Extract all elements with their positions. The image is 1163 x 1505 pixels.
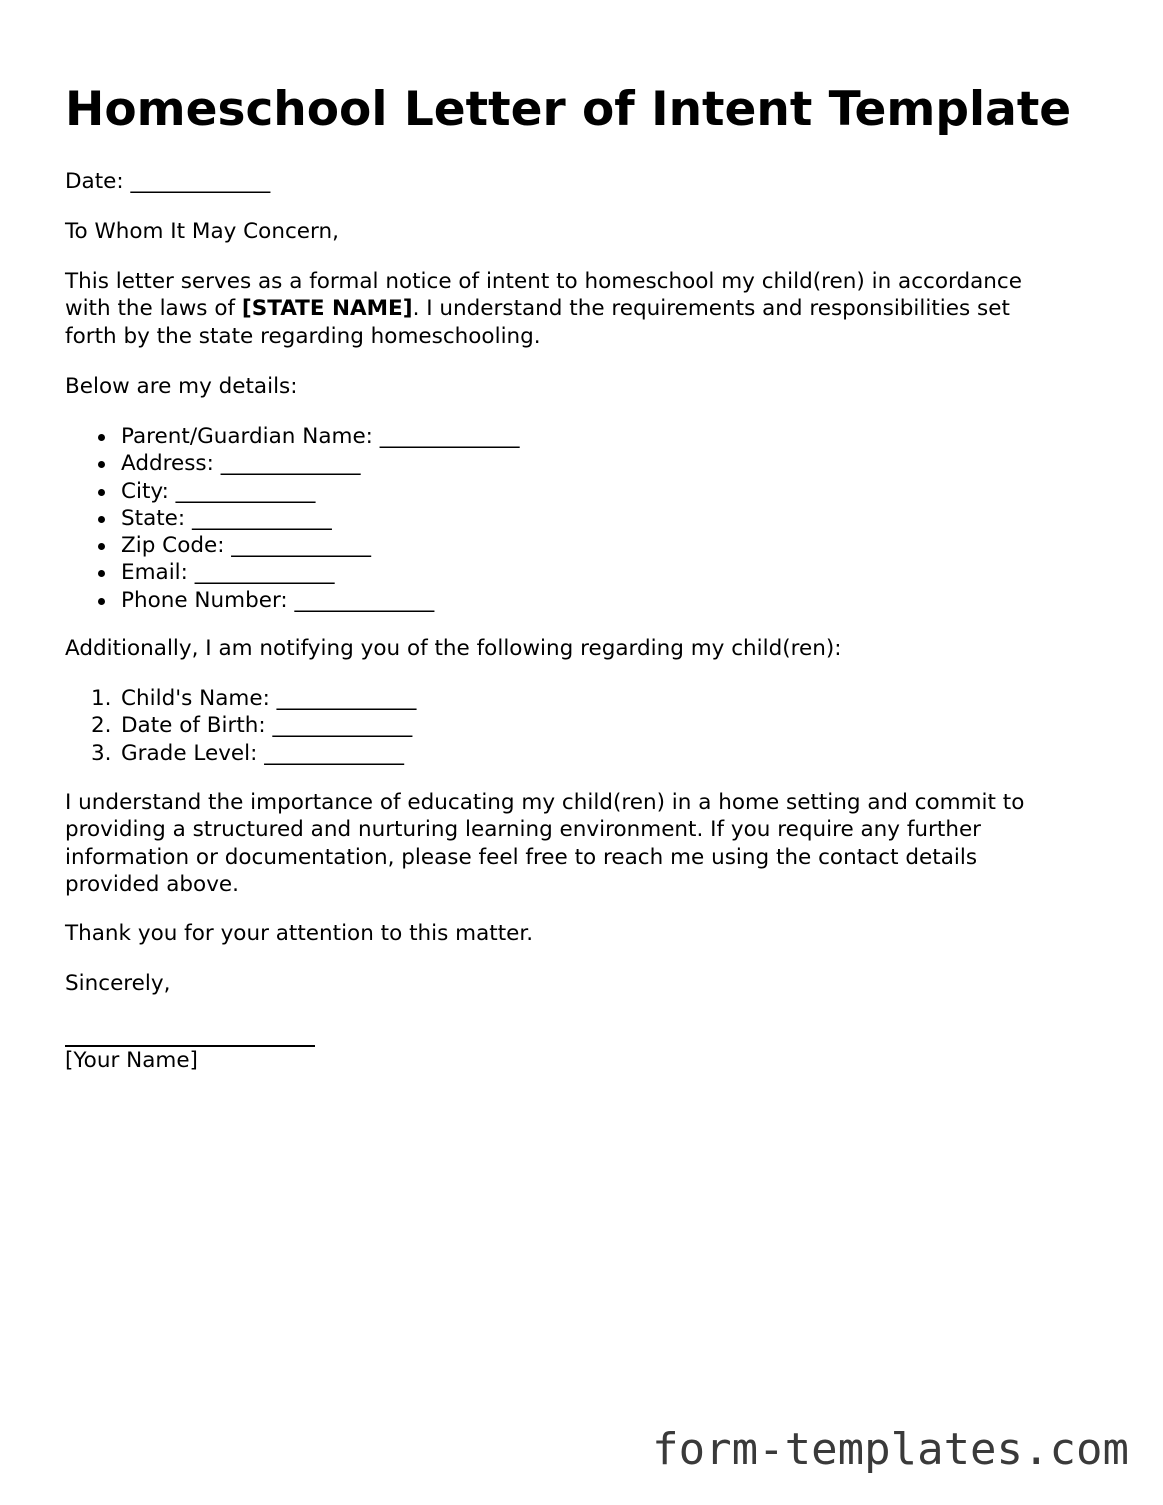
signature-name: [Your Name] xyxy=(65,1048,198,1073)
intro-line-2-suffix: . I understand the requirements and responsibilities set xyxy=(412,296,1010,322)
bullet-icon xyxy=(98,489,105,496)
closing-line: Sincerely, xyxy=(65,971,171,996)
list-number: 2. xyxy=(91,713,112,739)
detail-text: State: _____________ xyxy=(121,505,332,531)
commitment-line-3: information or documentation, please feel free to reach me using the contact details xyxy=(65,844,978,870)
date-line: Date: _____________ xyxy=(65,169,271,194)
child-item-date-of-birth xyxy=(65,712,416,739)
child-item-grade-level xyxy=(65,740,416,767)
detail-text: Zip Code: _____________ xyxy=(121,533,372,559)
intro-line-2 xyxy=(65,295,1105,322)
bullet-icon xyxy=(98,543,105,550)
child-item-text: Grade Level: _____________ xyxy=(121,740,404,766)
detail-item-city xyxy=(65,478,520,505)
bullet-icon xyxy=(98,598,105,605)
child-item-text: Child's Name: _____________ xyxy=(121,686,417,711)
intro-line-1: This letter serves as a formal notice of intent to homeschool my child(ren) in accordance xyxy=(65,269,1022,294)
list-number: 3. xyxy=(91,740,112,766)
commitment-line-2: providing a structured and nurturing learning environment. If you require any further xyxy=(65,817,982,843)
detail-item-zip-code xyxy=(65,532,520,559)
child-item-name xyxy=(65,685,416,712)
bullet-icon xyxy=(98,516,105,523)
salutation: To Whom It May Concern, xyxy=(65,219,339,244)
thanks-line: Thank you for your attention to this matter. xyxy=(65,921,534,946)
commitment-line-4: provided above. xyxy=(65,871,239,897)
detail-text: Parent/Guardian Name: _____________ xyxy=(121,424,520,449)
detail-item-address xyxy=(65,450,520,477)
detail-text: City: _____________ xyxy=(121,478,316,504)
detail-item-state xyxy=(65,505,520,532)
list-number: 1. xyxy=(91,686,112,711)
detail-text: Phone Number: _____________ xyxy=(121,587,435,613)
detail-text: Address: _____________ xyxy=(121,451,361,477)
children-list xyxy=(65,685,416,767)
detail-text: Email: _____________ xyxy=(121,560,335,586)
intro-paragraph xyxy=(65,268,1105,350)
state-name-placeholder: [STATE NAME] xyxy=(241,296,413,322)
details-list xyxy=(65,423,520,614)
children-intro: Additionally, I am notifying you of the following regarding my child(ren): xyxy=(65,636,842,661)
commitment-line-1: I understand the importance of educating my child(ren) in a home setting and commit to xyxy=(65,790,1025,815)
bullet-icon xyxy=(98,570,105,577)
bullet-icon xyxy=(98,434,105,441)
watermark: form-templates.com xyxy=(652,1424,1129,1475)
commitment-paragraph xyxy=(65,789,1105,898)
intro-line-3: forth by the state regarding homeschooling. xyxy=(65,323,541,349)
detail-item-phone xyxy=(65,587,520,614)
bullet-icon xyxy=(98,461,105,468)
page-title: Homeschool Letter of Intent Template xyxy=(65,82,1072,137)
intro-line-2-prefix: with the laws of xyxy=(65,296,242,322)
detail-item-email xyxy=(65,559,520,586)
child-item-text: Date of Birth: _____________ xyxy=(121,713,413,739)
details-intro: Below are my details: xyxy=(65,374,298,399)
detail-item-parent-name xyxy=(65,423,520,450)
